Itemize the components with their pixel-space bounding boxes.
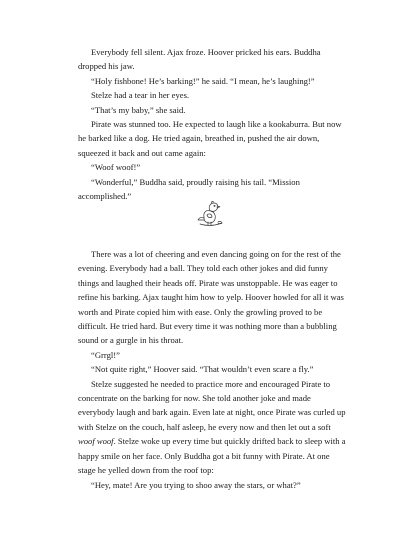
paragraph-text: Stelze suggested he needed to practice more and encouraged Pirate to concentrate on the barking for now. She told another joke and made everybody laugh and bark again. Even late at night, once Pirate was curled up with Stelze on the couch, half asleep, he every now and then let out a soft [78, 378, 346, 432]
paragraph: There was a lot of cheering and even dancing going on for the rest of the evening. Everybody had a ball. They told each other jokes and did funny things and laughed their heads off. Pirate was unstoppable. He was eager to refine his barking. Ajax taught him how to yelp. Hoover howled for all it was worth and Pirate copied him with ease. Only the growling proved to be difficult. He tried hard. But every time it was nothing more than a bubbling sound or a gurgle in his throat. [78, 249, 344, 346]
paragraph: “Hey, mate! Are you trying to shoo away the stars, or what?” [91, 479, 301, 490]
paragraph: “Wonderful,” Buddha said, proudly raising his tail. “Mission accomplished.” [78, 176, 300, 202]
paragraph: Pirate was stunned too. He expected to laugh like a kookaburra. But now he barked like a dog. He tried again, breathed in, pushed the air down, squeezed it back and out came again: [78, 119, 342, 158]
paragraph: “That’s my baby,” she said. [91, 104, 186, 115]
paragraph-text: . Stelze woke up every time but quickly drifted back to sleep with a happy smile on her face. Only Buddha got a bit funny with Pirate. At one stage he yelled down from the roof top: [78, 436, 346, 476]
paragraph: “Not quite right,” Hoover said. “That wouldn’t even scare a fly.” [91, 364, 314, 375]
paragraph: Stelze had a tear in her eyes. [91, 90, 190, 101]
paragraph-italic-text: woof woof [78, 436, 114, 447]
paragraph: “Woof woof!” [91, 162, 141, 173]
paragraph [78, 377, 348, 478]
paragraph: “Grrgl!” [91, 349, 120, 360]
text-block-top [78, 45, 348, 203]
text-block-bottom [78, 247, 348, 492]
bird-sketch-icon [194, 200, 228, 228]
paragraph: Everybody fell silent. Ajax froze. Hoover pricked his ears. Buddha dropped his jaw. [78, 47, 321, 72]
paragraph: “Holy fishbone! He’s barking!” he said. “I mean, he’s laughing!” [91, 75, 315, 86]
